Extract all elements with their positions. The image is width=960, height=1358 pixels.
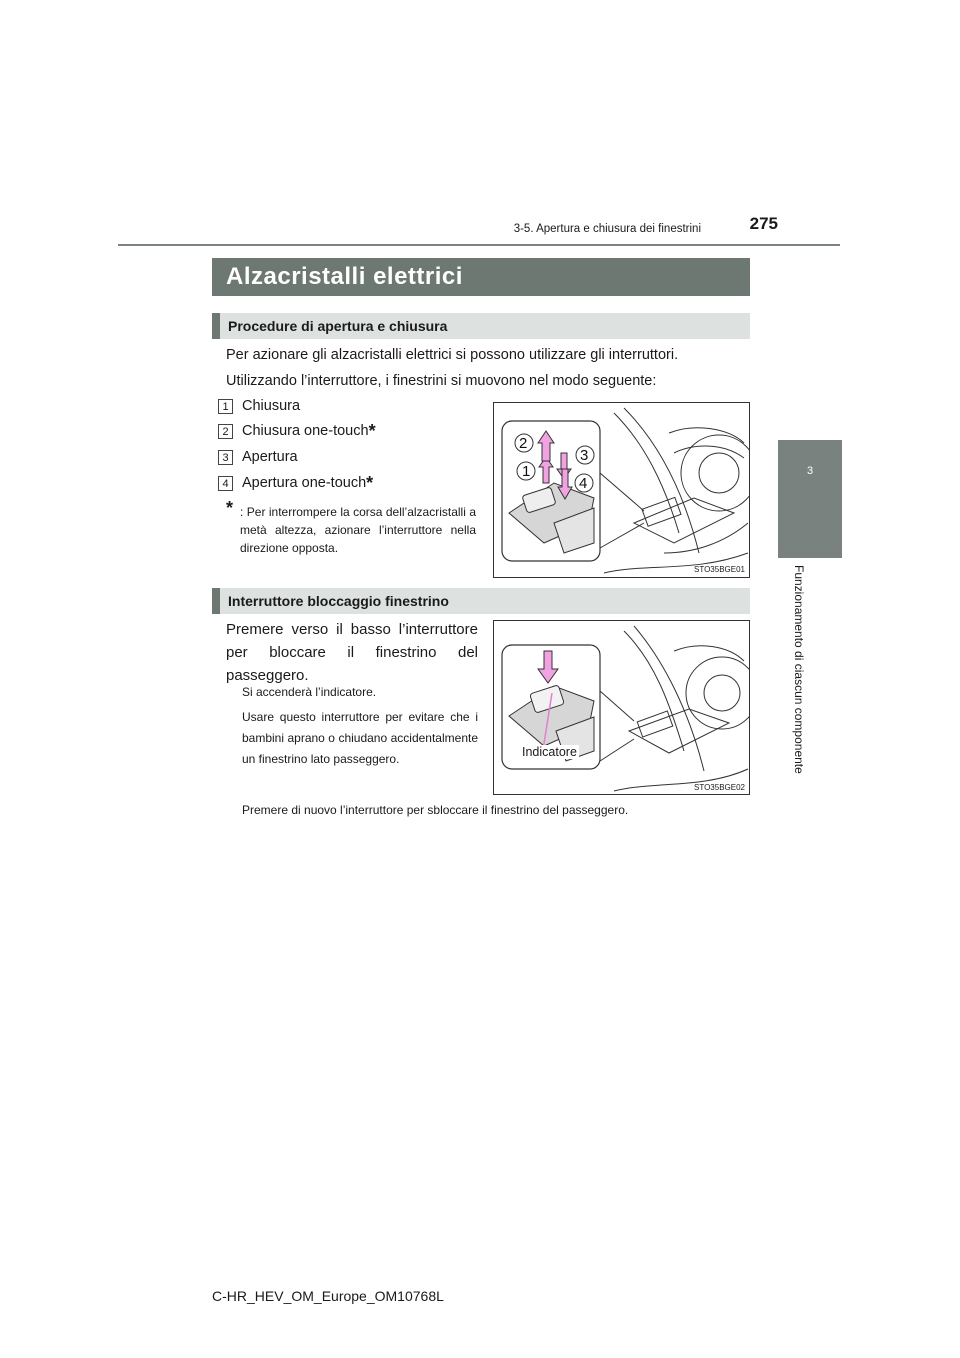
list-item-label: Apertura one-touch [242, 475, 367, 491]
intro-text-1: Per azionare gli alzacristalli elettrici si possono utilizzare gli interruttori. [226, 347, 679, 363]
figure-window-switch [493, 402, 750, 578]
page-title: Alzacristalli elettrici [212, 258, 750, 296]
step-number-box: 1 [218, 399, 233, 414]
list-item [218, 398, 300, 414]
header-rule [118, 244, 840, 246]
chapter-number: 3 [806, 465, 814, 477]
callout-2: 2 [519, 435, 528, 452]
step-number-box: 2 [218, 424, 233, 439]
step-number-box: 4 [218, 476, 233, 491]
callout-3: 3 [580, 447, 589, 464]
list-item [218, 449, 298, 465]
section-heading-procedures: Procedure di apertura e chiusura [212, 313, 750, 339]
footnote-mark: * [226, 498, 234, 518]
footnote-text: : Per interrompere la corsa dell’alzacristalli a metà altezza, azionare l’interruttore nella direzione opposta. [240, 505, 476, 555]
list-item: 2 Chiusura one-touch * [218, 423, 376, 439]
switch-illustration [494, 403, 749, 577]
figure-code: STO35BGE01 [694, 565, 745, 574]
list-item: 4 Apertura one-touch * [218, 475, 373, 491]
step-number-box: 3 [218, 450, 233, 465]
list-item-label: Chiusura one-touch [242, 423, 369, 439]
intro-text-2: Utilizzando l’interruttore, i finestrini si muovono nel modo seguente: [226, 373, 657, 389]
chapter-tab [778, 440, 842, 558]
document-footer: C-HR_HEV_OM_Europe_OM10768L [212, 1288, 444, 1304]
lock-instruction: Premere verso il basso l’interruttore per bloccare il finestrino del passeggero. [226, 621, 478, 684]
section-heading-lock: Interruttore bloccaggio finestrino [212, 588, 750, 614]
list-item-label: Chiusura [242, 398, 301, 414]
callout-4: 4 [579, 475, 588, 492]
lock-note-1: Si accenderà l’indicatore. [242, 685, 377, 699]
figure-lock-switch [493, 620, 750, 795]
list-item-label: Apertura [242, 449, 298, 465]
indicator-label: Indicatore [522, 745, 577, 759]
figure-code: STO35BGE02 [694, 783, 745, 792]
lock-switch-illustration [494, 621, 749, 794]
callout-1: 1 [522, 463, 531, 480]
running-header: 3-5. Apertura e chiusura dei finestrini [513, 223, 701, 235]
lock-note-3: Premere di nuovo l’interruttore per sbloccare il finestrino del passeggero. [242, 803, 629, 817]
lock-note-2: Usare questo interruttore per evitare che i bambini aprano o chiudano accidentalmente un finestrino lato passeggero. [242, 710, 478, 766]
chapter-label: Funzionamento di ciascun componente [792, 565, 806, 774]
page-number: 275 [749, 214, 778, 233]
